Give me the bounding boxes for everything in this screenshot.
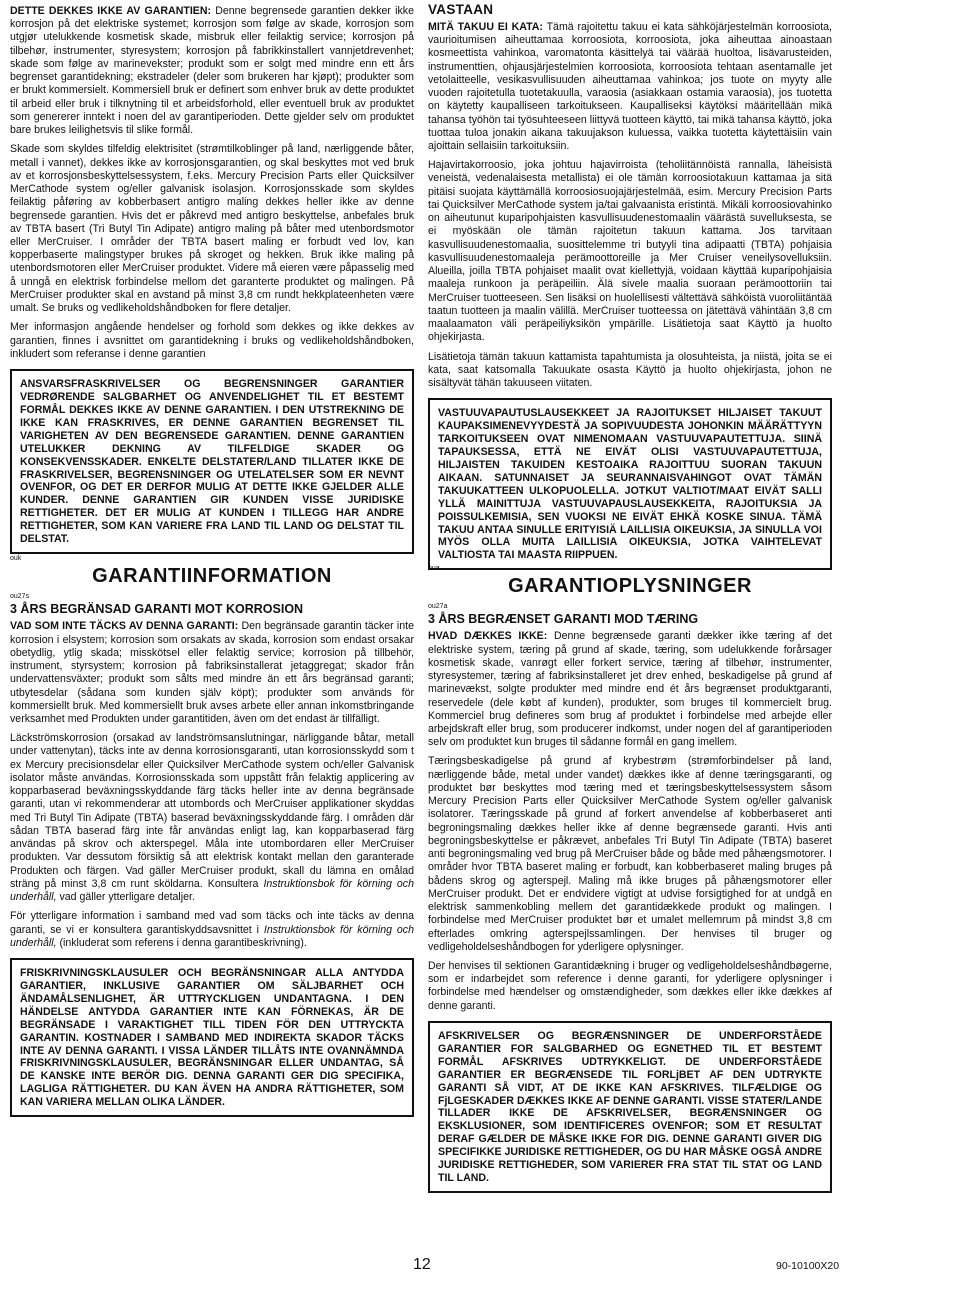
fi-disclaimer-box (428, 398, 832, 570)
fi-disclaimer-text: VASTUUVAPAUTUSLAUSEKKEET JA RAJOITUKSET HILJAISET TAKUUT KAUPAKSIMENEVYYDESTÄ JA SOPIVUUDESTA JOHONKIN MÄÄRÄTTYYN TARKOITUKSEEN OVAT NIMENOMAAN VASTUUVAPAUTETTUJA. SIINÄ TAPAUKSESSA, ETTÄ NE EIVÄT OLISI VASTUUVAPAUTETTUJA, HILJAISTEN TAKUIDEN KESTOAIKA RAJOITTUU SUORAN TAKUUN AIKAAN. SATUNNAISET JA SEURANNAISVAHINGOT OVAT TÄMÄN TAKUUKATTEEN ULKOPUOLELLA. JOTKUT VALTIOT/MAAT EIVÄT SALLI YLLÄ MAINITTUJA VASTUUVAPAUSLAUSEKKEITA, RAJOITUKSIA JA POISSULKEMISIA, SEN VUOKSI NE EIVÄT EHKÄ KOSKE SINUA. TÄMÄ TAKUU ANTAA SINULLE ERITYISIÄ LAILLISIA OIKEUKSIA, JA SINULLA VOI MYÖS OLLA MUITA LAILLISIA OIKEUKSIA, JOTKA VAIHTELEVAT VALTIOSTA TAI MAASTA RIIPPUEN. (438, 407, 822, 562)
da-more-info-paragraph: Der henvises til sektionen Garantidækning i bruger og vedligeholdelseshåndbøgerne, som er indarbejdet som reference i denne garanti, for yderligere oplysninger i forbindelse med hændelser og omstændigheder, som dækkes eller ikke dækkes af denne garanti. (428, 960, 832, 1012)
page-number: 12 (413, 1256, 431, 1273)
sv-more-info-end: (inkluderat som referens i denna garantibeskrivning). (56, 936, 307, 949)
da-disclaimer-text: AFSKRIVELSER OG BEGRÆNSNINGER DE UNDERFORSTÅEDE GARANTIER FOR SALGBARHED OG EGNETHED TIL ET BESTEMT FORMÅL AFSKRIVES UDTRYKKELIGT. DE UNDERFORSTÅEDE GARANTIER ER BEGRÆNSEDE TIL FORLjBET AF DEN UDTRYKTE GARANTI SÅ VIDT, AT DE IKKE KAN AFSKRIVES. TILFÆLDIGE OG FjLGESKADER DÆKKES IKKE AF DENNE GARANTI. VISSE STATER/LANDE TILLADER IKKE DE AFSKRIVELSER, BEGRÆNSNINGER OG EKSKLUSIONER, SOM IDENTIFICERES OVENFOR; SOM ET RESULTAT DERAF GÆLDER DE MÅSKE IKKE FOR DIG. DENNE GARANTI GIVER DIG SPECIFIKKE JURIDISKE RETTIGHEDER, OG DU HAR MÅSKE OGSÅ ANDRE JURIDISKE RETTIGHEDER, SOM VARIERER FRA STAT TIL STAT OG LAND TIL LAND. (438, 1029, 822, 1185)
danish-section (428, 565, 832, 1193)
sv-stray-current-paragraph (10, 732, 414, 904)
fi-more-info-paragraph: Lisätietoja tämän takuun kattamista tapahtumista ja olosuhteista, ja niistä, joita se ei kata, saat katsomalla Takuukate osasta Käyttö ja huolto ohjekirjasta, johon ne sisältyvät tähän takuuseen viitaten. (428, 350, 832, 389)
sv-subtitle: 3 ÅRS BEGRÄNSAD GARANTI MOT KORROSION (10, 601, 304, 616)
da-title: GARANTIOPLYSNINGER (508, 575, 752, 597)
sv-language-tag: ouk (10, 555, 22, 562)
sv-exclusions-text: Den begränsade garantin täcker inte korrosion i elsystem; korrosion som orsakats av skada, korrosion som endast orsakar obetydlig, ytlig skada; misskötsel eller felaktig service; korrosion på tillbehör, instrument, styrsystem; korrosion på fabriksinstallerat jetaggregat; skador från undervattensväxter; produkt som sålts med mindre än ett års begränsad garanti; utbytesdelar (sådana som kunden själv köpt); produkter som används för kommersiellt bruk. Med kommersiellt bruk avses arbete eller annan inkomstbringande verksamhet med Produkten under garantitiden, även om det endast är tillfälligt. (10, 620, 414, 726)
no-stray-current-paragraph: Skade som skyldes tilfeldig elektrisitet (strømtilkoblinger på land, nærliggende båter, metall i vannet), dekkes ikke av korrosjonsgarantien, og skal beskyttes mot ved bruk av et korrosjonsbeskyttelsessystem, f.eks. Mercury Precision Parts eller Quicksilver MerCathode system og/eller galvanisk isolasjon. Korrosjonsskade som skyldes feilaktig påføring av kobberbasert antigro maling dekkes heller ikke av denne begrensede garantien. Hvis det er påkrevd med antigro beskyttelse, anbefales bruk av TBTA basert (Tri Butyl Tin Adipate) antigro maling på båter med utenbordsmotor eller MerCruiser. I områder der TBTA basert maling er forbudt ved lov, kan kopperbaserte malingstyper brukes på skroget og hekken. Bruk ikke maling på utenbordsmotoren eller MerCruiser produktet. Videre må eieren være påpasselig med å unngå en elektrisk forbindelse mellom det garanterte produktet og malingen. På MerCruiser produkter skal en avstand på minst 3,8 cm rundt hekkplateenheten være umalt. Se bruks og vedlikeholdshåndboken for flere detaljer. (10, 143, 414, 315)
sv-more-info-text: För ytterligare information i samband med vad som täcks och inte täcks av denna garanti, se vi er konsultera garantiskyddsavsnittet i (10, 910, 414, 936)
da-exclusions-lead: HVAD DÆKKES IKKE: (428, 630, 548, 643)
sv-code-tag: ou27s (10, 593, 30, 600)
sv-disclaimer-box (10, 958, 414, 1117)
da-code-tag: ou27a (428, 603, 448, 610)
swedish-section (10, 555, 414, 1117)
sv-disclaimer-text: FRISKRIVNINGSKLAUSULER OCH BEGRÄNSNINGAR ALLA ANTYDDA GARANTIER, INKLUSIVE GARANTIER OM SÄLJBARHET OCH ÄNDAMÅLSENLIGHET, ÄR UTTRYCKLIGEN UNDANTAGNA. I DEN HÄNDELSE ANTYDDA GARANTIER INTE KAN FÖRNEKAS, ÄR DE BEGRÄNSADE I VARAKTIGHET TILL TIDEN FÖR DEN UTTRYCKTA GARANTIN. KOSTNADER I SAMBAND MED INDIREKTA SKADOR TÄCKS INTE AV DENNA GARANTI. I VISSA LÄNDER TILLÅTS INTE OVANNÄMNDA FRISKRIVNINGSKLAUSULER, BEGRÄNSNINGAR ELLER UNDANTAG, SÅ DE KANSKE INTE BERÖR DIG. DENNA GARANTI GER DIG SPECIFIKA, LAGLIGA RÄTTIGHETER. DU KAN ÄVEN HA ANDRA RÄTTIGHETER, SOM KAN VARIERA MELLAN OLIKA LÄNDER. (20, 967, 404, 1109)
da-disclaimer-box (428, 1021, 832, 1193)
finnish-section (428, 2, 832, 570)
fi-exclusions-text: Tämä rajoitettu takuu ei kata sähköjärjestelmän korroosiota, vaurioitumisen aiheuttamaa korroosiota, korroosiota, joka aiheuttaa ainoastaan kosmeettista vahinkoa, varomatonta käsittelyä tai väärää huoltoa, lisävarusteiden, instrumenttien, ohjausjärjestelmien korroosiota, korroosiota tehtaan asentamalle jet vetolaitteelle, vesikasvullisuuden aiheuttamaa vahinkoa; jos tuote on myyty alle vuoden rajoitetulla tuotetakuulla, varaosia (asiakkaan ostamia varaosia), jos tuotetta on käytetty kaupalliseen tarkoitukseen. Kaupalliseksi käytöksi määritellään mikä tahansa työhön tai työsuhteeseen liittyvä tuotteen käyttö, tai mikä tahansa käyttö, joka tuottaa tuloa jonakin aikana takuujakson kuluessa, vaikka tuotetta käytettäisiin vain ajoittain sellaisiin tarkoituksiin. (428, 20, 832, 152)
document-code: 90-10100X20 (776, 1260, 840, 1272)
norwegian-section (10, 5, 414, 554)
no-exclusions-text: Denne begrensede garantien dekker ikke korrosjon på det elektriske systemet; korrosjon som følge av skade, korrosjon som utgjør utelukkende kosmetisk skade, misbruk eller feilaktig service; korrosjon på tilbehør, instrumenter, styresystem; korrosjon på fabrikkinstallert vannjetdrevenhet; skade som følge av marinevekster; produkt som er solgt med mindre enn ett års begrenset garantidekning; ekstradeler (deler som brukeren har kjøpt); produkter som er brukt kommersielt. Kommersiell bruk er definert som enhver bruk av dette produktet til arbeid eller bruk i tilknytning til et arbeidsforhold, eller eventuell bruk av produktet som genererer inntekt i noen del av garantiperioden. Dette gjelder selv om produktet bare brukes leilighetsvis til slike formål. (10, 5, 414, 137)
fi-exclusions-paragraph (428, 21, 832, 153)
no-disclaimer-box (10, 369, 414, 554)
no-exclusions-paragraph (10, 5, 414, 137)
da-stray-current-paragraph: Tæringsbeskadigelse på grund af krybestrøm (strømforbindelser på land, nærliggende både, metal under vandet) dækkes ikke af denne tæringsgaranti, og produktet bør beskyttes mod tæring med et tæringsbeskyttelsessystem såsom Mercury Precision Parts eller Quicksilver MerCathode System og/eller galvanisk isolatorer. Tæringsskade på grund af forkert anvendelse af kobberbaseret anti begroningsmaling dækkes heller ikke af denne begrænsede garanti. Hvis anti begroningsbeskyttelse er påkrævet, anbefales Tri Butyl Tin Adipate (TBTA) baseret anti begroningsmaling ved brug på MerCruiser både og både med påhængsmotorer. I områder hvor TBTA baseret maling er forbudt, kan kobberbaseret maling bruges på bådens skrog og agterspejl. Maling må ikke bruges på påhængsmotorer eller MerCruiser produkt. Det er endvidere vigtigt at udvise forsigtighed for at undgå en elektrisk sammenkobling mellem det garantidækkede produkt og malingen. I forbindelse med MerCruiser produktet bør et umalet mellemrum på mindst 3,8 cm efterlades omkring agterspejlssamlingen. Der henvises til bruger og vedligeholdelseshåndbogen for yderligere oplysninger. (428, 755, 832, 953)
da-exclusions-text: Denne begrænsede garanti dækker ikke tæring af det elektriske system, tæring på grund af skade, tæring, som udelukkende forårsager kosmetisk skade, vanrøgt eller forkert service, tæring af tilbehør, instrumenter, styresystemer, tæring af fabriksinstalleret jet drev enhed, beskadigelse på grund af marinevækst, solgte produkter med mindre end ét års begrænset produktgaranti, reservedele (dele købt af kunden), produkter, som bruges til kommercielt brug. Kommerciel brug defineres som brug af produktet i forbindelse med arbejde eller arbejdskraft eller brug, som producerer indkomst, under nogen del af garantiperioden selv om produktet kun bruges til sådanne formål en gang imellem. (428, 630, 832, 749)
sv-exclusions-lead: VAD SOM INTE TÄCKS AV DENNA GARANTI: (10, 620, 239, 633)
da-exclusions-paragraph (428, 630, 832, 749)
fi-heading: VASTAAN (428, 2, 494, 17)
sv-stray-current-end: vad gäller ytterligare detaljer. (56, 891, 195, 904)
da-language-tag: oua (428, 565, 440, 572)
no-more-info-paragraph: Mer informasjon angående hendelser og forhold som dekkes og ikke dekkes av garantien, finnes i avsnittet om garantidekning i bruks og vedlikeholdshåndboken, inkludert som referanse i denne garantien (10, 321, 414, 360)
sv-exclusions-paragraph (10, 620, 414, 726)
no-disclaimer-text: ANSVARSFRASKRIVELSER OG BEGRENSNINGER GARANTIER VEDRØRENDE SALGBARHET OG ANVENDELIGHET TIL ET BESTEMT FORMÅL DEKKES IKKE AV DENNE GARANTIEN. I DEN UTSTREKNING DE IKKE KAN FRASKRIVES, ER DENNE GARANTIEN BEGRENSET TIL VARIGHETEN AV DEN BEGRENSEDE GARANTIEN. DENNE GARANTIEN UTELUKKER DEKNING AV TILFELDIGE SKADER OG KONSEKVENSSKADER. ENKELTE DELSTATER/LAND TILLATER IKKE DE FRASKRIVELSER, BEGRENSNINGER OG UTELATELSER SOM ER NEVNT OVENFOR, OG DET ER DERFOR MULIG AT DETTE IKKE GJELDER ALLE KUNDER. DENNE GARANTIEN GIR KUNDEN VISSE JURIDISKE RETTIGHETER. DET ER MULIG AT KUNDEN I TILLEGG HAR ANDRE RETTIGHETER, SOM KAN VARIERE FRA LAND TIL LAND OG DELSTAT TIL DELSTAT. (20, 378, 404, 546)
no-exclusions-lead: DETTE DEKKES IKKE AV GARANTIEN: (10, 5, 212, 17)
sv-manual-reference: Instruktionsbok för körning och underhåll, (10, 877, 414, 904)
sv-title: GARANTIINFORMATION (92, 565, 332, 587)
fi-exclusions-lead: MITÄ TAKUU EI KATA: (428, 20, 543, 33)
da-subtitle: 3 ÅRS BEGRÆNSET GARANTI MOD TÆRING (428, 611, 699, 626)
sv-more-info-paragraph (10, 910, 414, 950)
fi-stray-current-paragraph: Hajavirtakorroosio, joka johtuu hajavirroista (teholiitännöistä rannalla, läheisistä veneistä, vedenalaisesta metallista) ei ole tämän korroosiotakuun kattamaa ja sitä pitäisi suojata käyttämällä korroosiosuojajärjestelmää, esim. Mercury Precision Parts tai Quicksilver MerCathode system ja/tai galvaanista eristintä. Mikäli korroosiovahinko on aiheutunut kuparipohjaisten kasvullisuudenestomaalin väärästä suvelluksesta, se ei myöskään ole tämän rajoitetun takuun kattama. Jos tarvitaan kasvullisuudenestomaalia, suosittelemme tri butyyli tina adipaatti (TBTA) pohjaisia kasvullisuudenestomaaleja perämoottoreille ja Mer Cruiser veneilysovelluksiin. Alueilla, joilla TBTA pohjaiset maalit ovat kiellettyjä, voidaan käyttää kuparipohjaisia maaleja runkoon ja peräpeiliin. Älä sivele maalia suoraan perämoottoriin tai MerCruiser tuotteeseen. Sen lisäksi on huolellisesti vältettävä sähköistä vuoroliitäntää taatun tuotteen ja maalin välillä. MerCruiser tuotteessa on jätettävä vähintään 3,8 cm maalaamaton väli peräpeiliyksikön ympärille. Lisätietoja saat Käyttö ja huolto ohjekirjasta. (428, 159, 832, 344)
sv-stray-current-text: Läckströmskorrosion (orsakad av landströmsanslutningar, närliggande båtar, metall under vattenytan), täcks inte av denna korrosionsgaranti, utan korrosionsskydd som t ex Mercury precisionsdelar eller Quicksilver MerCathode system och/eller Galvanisk isolator måste användas. Korrosionsskada som uppstått från felaktig applicering av kopparbaserad beväxningsskyddande färg täcks heller inte av denna begränsade garanti, utan vi rekommenderar att utombords och MerCruiser applikationer skyddas med Tri Butyl Tin Adipate (TBTA) baserad beväxningsskyddande färg. I områden där sådan TBTA baserad färg inte får användas enligt lag, kan kopparbaserad färg användas på skrov och akterspegel. Måla inte utombordaren eller MerCruiser produkten. Var dessutom försiktig så att elektrisk kontakt mellan den garanterade Produkten och färgen. Vad gäller MerCruiser produkt, skall du lämna en omålad sträng på minst 3,8 cm runt sköldarna. Konsultera (10, 732, 414, 890)
sv-manual-reference-2: Instruktionsbok för körning och underhåll, (10, 923, 414, 949)
